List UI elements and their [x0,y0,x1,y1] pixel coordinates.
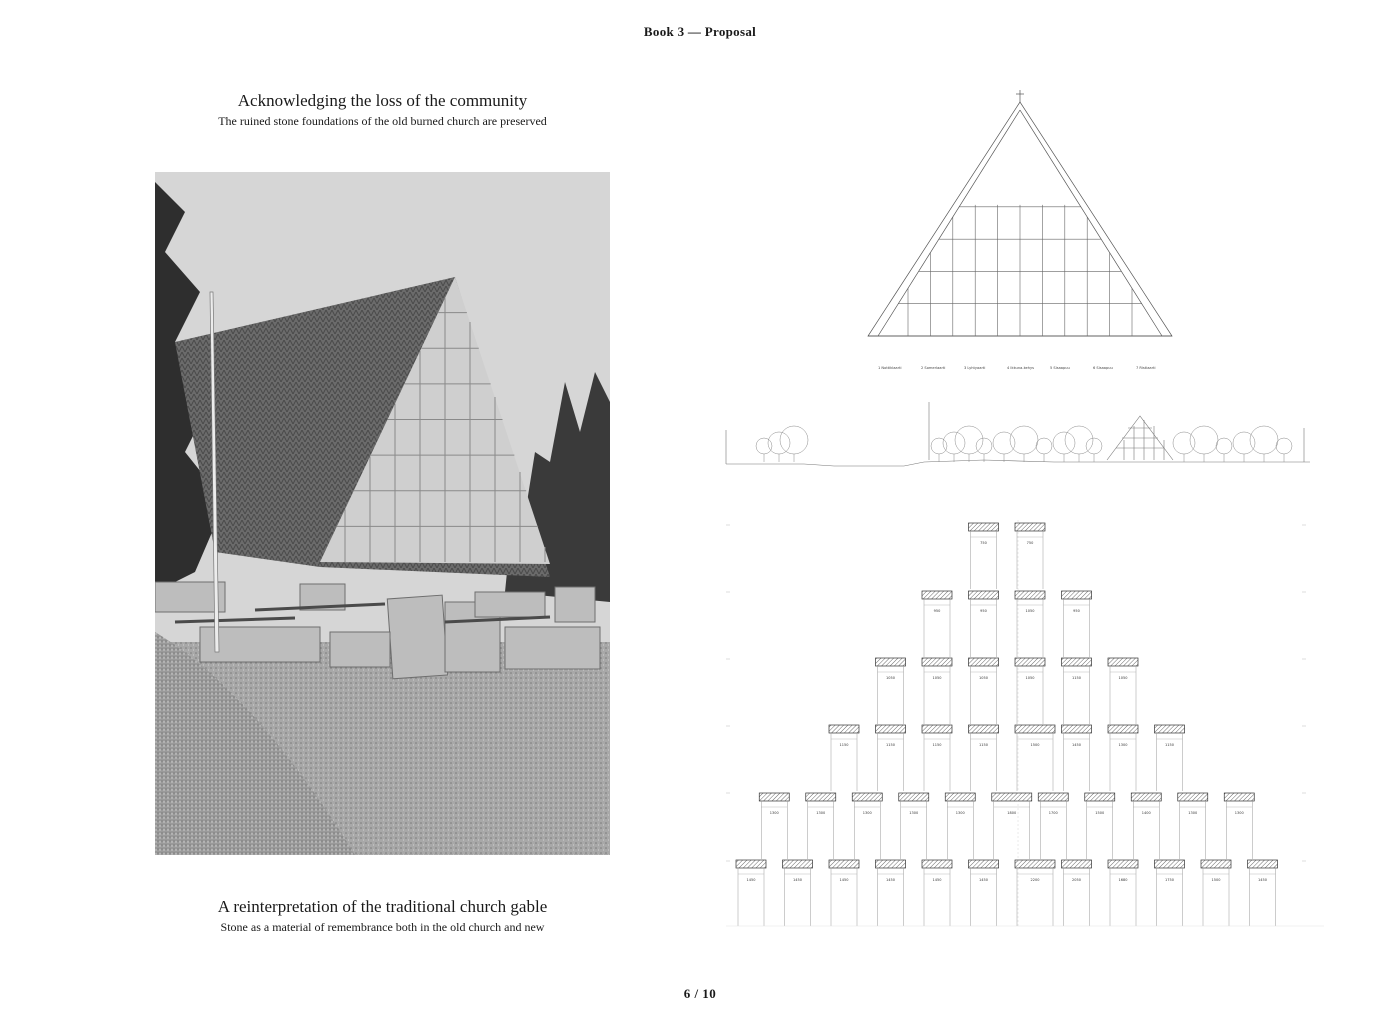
bottom-caption-heading: A reinterpretation of the traditional church gable [217,897,548,916]
lintel-block [1015,523,1045,589]
lintel-dimension: 1300 [769,811,779,815]
site-section-drawing [724,400,1310,472]
lintel-block [1248,860,1278,926]
lintel-dimension: 1450 [746,878,756,882]
lintel-block [736,860,766,926]
bottom-caption [155,896,610,936]
church-photograph [155,172,610,855]
lintel-dimension: 1300 [955,811,965,815]
svg-text:1 Nottiklaarti: 1 Nottiklaarti [878,366,902,370]
lintel-block [945,793,975,859]
lintel-block [922,658,952,724]
lintel-dimension: 1150 [979,743,988,747]
lintel-dimension: 2200 [1030,878,1040,882]
svg-text:3 Lyhtyaarti: 3 Lyhtyaarti [964,366,986,370]
lintel-block [1108,860,1138,926]
lintel-block [876,658,906,724]
lintel-dimension: 950 [980,609,987,613]
lintel-dimension: 1300 [909,811,919,815]
lintel-dimension: 1300 [1234,811,1244,815]
lintel-block [969,523,999,589]
lintel-block [1038,793,1068,859]
gable-elevation-drawing [840,88,1200,378]
lintel-block [1062,725,1092,791]
lintel-block [1131,793,1161,859]
lintel-dimension: 1150 [886,743,895,747]
lintel-block [969,591,999,657]
stone-lintel-diagram [724,505,1334,940]
lintel-dimension: 1450 [839,878,849,882]
lintel-block [876,860,906,926]
lintel-dimension: 950 [933,609,941,613]
lintel-dimension: 1150 [839,743,849,747]
lintel-block [969,860,999,926]
lintel-dimension: 1150 [1165,743,1174,747]
lintel-dimension: 1150 [932,743,942,747]
top-caption [155,90,610,130]
svg-text:6 Sisaapuu: 6 Sisaapuu [1093,366,1113,370]
lintel-block [969,725,999,791]
lintel-block [1062,591,1092,657]
lintel-dimension: 1700 [1048,811,1058,815]
page-header: Book 3 — Proposal [643,24,757,39]
svg-text:5 Sisaapuu: 5 Sisaapuu [1050,366,1070,370]
lintel-dimension: 1500 [1095,811,1105,815]
lintel-dimension: 1300 [862,811,872,815]
lintel-block [1062,860,1092,926]
lintel-dimension: 750 [980,541,987,545]
lintel-dimension: 1450 [932,878,942,882]
lintel-dimension: 1300 [1118,743,1128,747]
lintel-dimension: 1500 [1211,878,1221,882]
lintel-dimension: 1400 [1141,811,1151,815]
lintel-dimension: 1450 [1258,878,1267,882]
lintel-block [1015,591,1045,657]
lintel-dimension: 1500 [1030,743,1040,747]
lintel-block [992,793,1032,859]
svg-text:7 Ristiaarti: 7 Ristiaarti [1136,366,1156,370]
lintel-block [1108,725,1138,791]
lintel-dimension: 1450 [979,878,988,882]
lintel-block [1085,793,1115,859]
lintel-block [969,658,999,724]
lintel-dimension: 1300 [1188,811,1198,815]
lintel-block [1015,860,1055,926]
lintel-dimension: 1300 [816,811,826,815]
page-number: 6 / 10 [683,986,717,1001]
lintel-block [1015,658,1045,724]
lintel-block [1155,860,1185,926]
lintel-block [759,793,789,859]
lintel-dimension: 1050 [1025,676,1035,680]
lintel-dimension: 950 [1073,609,1080,613]
lintel-dimension: 1750 [1165,878,1174,882]
lintel-block [829,725,859,791]
lintel-dimension: 1450 [793,878,802,882]
svg-text:4 Ikkuna-kehys: 4 Ikkuna-kehys [1007,366,1035,370]
lintel-block [1155,725,1185,791]
lintel-dimension: 1450 [1072,743,1081,747]
lintel-dimension: 1450 [886,878,895,882]
lintel-dimension: 1050 [886,676,895,680]
lintel-dimension: 1050 [1118,676,1128,680]
top-caption-subtitle: The ruined stone foundations of the old burned church are preserved [218,114,547,128]
bottom-caption-subtitle: Stone as a material of remembrance both in the old church and new [220,920,545,934]
lintel-block [806,793,836,859]
lintel-block [922,725,952,791]
lintel-block [783,860,813,926]
lintel-dimension: 1050 [1025,609,1035,613]
lintel-block [852,793,882,859]
lintel-block [1108,658,1138,724]
lintel-dimension: 750 [1026,541,1034,545]
lintel-dimension: 1150 [1072,676,1081,680]
lintel-block [1178,793,1208,859]
lintel-block [1201,860,1231,926]
top-caption-heading: Acknowledging the loss of the community [237,91,528,110]
lintel-block [1224,793,1254,859]
lintel-dimension: 2050 [1072,878,1081,882]
lintel-block [1062,658,1092,724]
lintel-block [876,725,906,791]
svg-text:2 Somerlaarti: 2 Somerlaarti [921,366,946,370]
lintel-dimension: 1680 [1118,878,1128,882]
lintel-dimension: 1050 [932,676,942,680]
lintel-block [829,860,859,926]
lintel-block [922,860,952,926]
lintel-block [1015,725,1055,791]
lintel-block [922,591,952,657]
lintel-dimension: 1800 [1007,811,1017,815]
lintel-block [899,793,929,859]
lintel-dimension: 1050 [979,676,988,680]
